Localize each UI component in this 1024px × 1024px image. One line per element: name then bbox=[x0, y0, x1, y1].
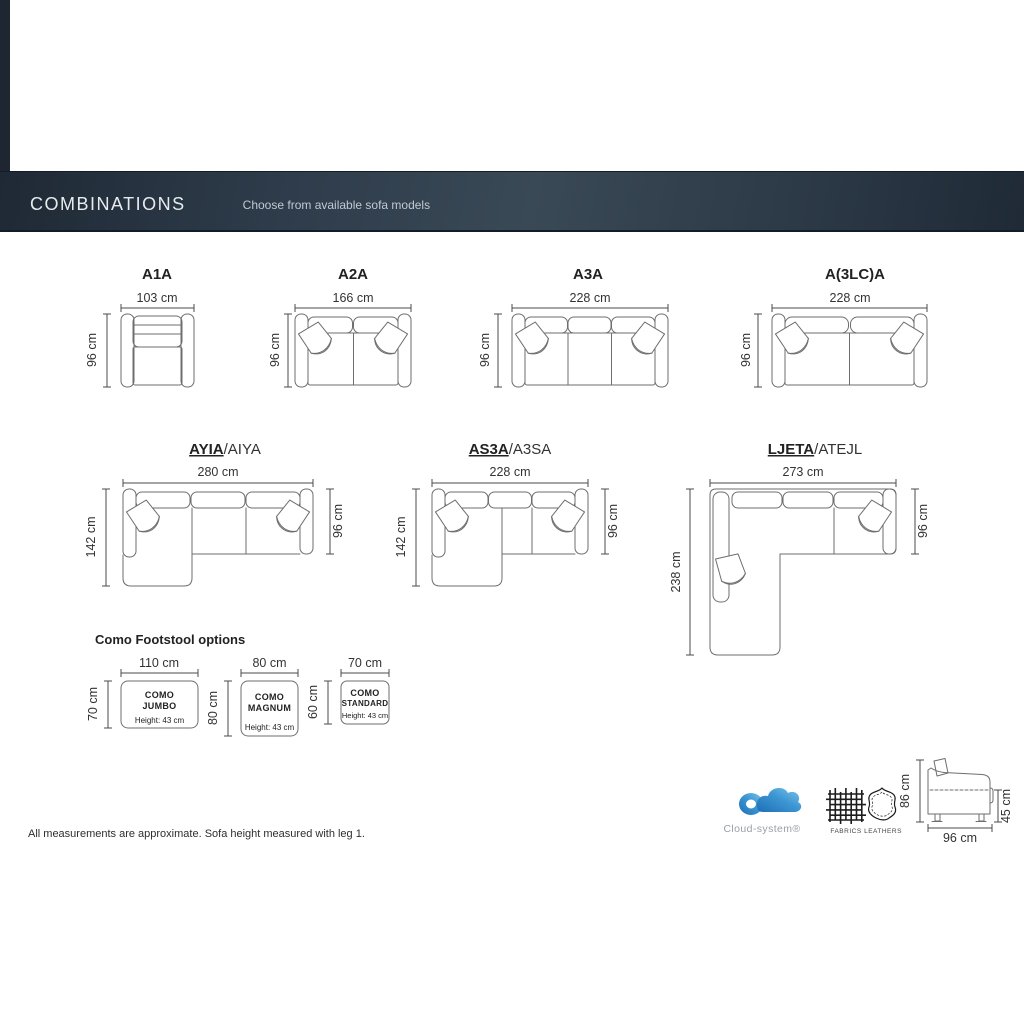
svg-text:Height: 43 cm: Height: 43 cm bbox=[244, 723, 295, 732]
model-ayia-diagram bbox=[85, 440, 360, 605]
fabrics-label: FABRICS bbox=[830, 828, 862, 835]
model-name: A(3LC)A bbox=[825, 266, 885, 283]
svg-text:96 cm: 96 cm bbox=[331, 503, 345, 539]
dimension-seat-height bbox=[994, 789, 1013, 823]
pillow-icon bbox=[855, 498, 892, 536]
svg-text:45 cm: 45 cm bbox=[999, 788, 1013, 824]
dimension-depth bbox=[394, 489, 420, 586]
svg-text:Height: 43 cm: Height: 43 cm bbox=[134, 716, 185, 725]
pillow-icon bbox=[548, 498, 585, 536]
leathers-icon bbox=[864, 788, 902, 835]
dimension-height bbox=[326, 489, 345, 554]
svg-text:280 cm: 280 cm bbox=[197, 465, 239, 479]
pillow-icon bbox=[887, 320, 924, 358]
model-a3lca-diagram bbox=[740, 265, 965, 400]
sofa-top-view bbox=[772, 314, 927, 387]
footstool-magnum bbox=[206, 656, 298, 736]
svg-text:238 cm: 238 cm bbox=[669, 551, 683, 593]
page-edge-strip bbox=[0, 0, 10, 172]
dimension-width bbox=[710, 465, 896, 487]
sofa-top-view bbox=[710, 489, 896, 655]
model-a1a-diagram bbox=[85, 265, 245, 400]
sofa-side-view bbox=[898, 759, 1013, 846]
model-name: AYIA/AIYA bbox=[189, 441, 261, 458]
page-title: COMBINATIONS bbox=[30, 193, 186, 214]
dimension-height bbox=[268, 314, 292, 387]
footstool-options bbox=[85, 628, 415, 756]
svg-text:273 cm: 273 cm bbox=[782, 465, 824, 479]
sofa-top-view bbox=[295, 314, 411, 387]
svg-text:COMO: COMO bbox=[254, 692, 285, 702]
svg-text:96 cm: 96 cm bbox=[606, 503, 620, 539]
svg-text:110 cm: 110 cm bbox=[138, 656, 180, 670]
svg-text:96 cm: 96 cm bbox=[85, 332, 99, 368]
leathers-label: LEATHERS bbox=[864, 828, 902, 835]
dimension-width bbox=[295, 291, 411, 312]
svg-text:80 cm: 80 cm bbox=[252, 656, 287, 670]
footstools-title: Como Footstool options bbox=[95, 632, 246, 647]
dimension-height bbox=[911, 489, 930, 554]
svg-text:228 cm: 228 cm bbox=[829, 291, 871, 305]
footstool-standard bbox=[306, 656, 389, 724]
svg-text:142 cm: 142 cm bbox=[394, 516, 408, 558]
pillow-icon bbox=[298, 320, 335, 358]
sofa-top-view bbox=[512, 314, 668, 387]
svg-text:103 cm: 103 cm bbox=[136, 291, 178, 305]
svg-text:COMO: COMO bbox=[144, 690, 175, 700]
svg-text:142 cm: 142 cm bbox=[84, 516, 98, 558]
footstool-jumbo bbox=[86, 656, 198, 728]
footer-icons bbox=[700, 752, 1024, 872]
model-name: AS3A/A3SA bbox=[468, 441, 552, 458]
dimension-depth bbox=[928, 824, 992, 845]
dimension-width bbox=[512, 291, 668, 312]
fabrics-icon bbox=[826, 788, 866, 835]
dimension-height bbox=[898, 760, 924, 822]
svg-text:96 cm: 96 cm bbox=[268, 332, 282, 368]
model-as3a-diagram bbox=[395, 440, 635, 605]
cloud-system-label: Cloud-system® bbox=[723, 823, 801, 835]
pillow-icon bbox=[775, 320, 812, 358]
dimension-height bbox=[478, 314, 502, 387]
model-name: A3A bbox=[572, 266, 604, 283]
svg-text:Height: 43 cm: Height: 43 cm bbox=[341, 711, 389, 720]
dimension-width bbox=[772, 291, 927, 312]
dimension-width bbox=[432, 465, 588, 487]
dimension-width bbox=[121, 291, 194, 312]
pillow-icon bbox=[371, 320, 408, 358]
dimension-depth bbox=[84, 489, 110, 586]
page-subtitle: Choose from available sofa models bbox=[242, 198, 431, 212]
svg-text:MAGNUM: MAGNUM bbox=[247, 703, 292, 713]
svg-text:80 cm: 80 cm bbox=[206, 690, 220, 726]
pillow-icon bbox=[515, 320, 552, 358]
cloud-system-logo bbox=[723, 788, 801, 835]
svg-text:JUMBO: JUMBO bbox=[142, 701, 177, 711]
measurements-note: All measurements are approximate. Sofa height measured with leg 1. bbox=[28, 828, 365, 840]
svg-text:86 cm: 86 cm bbox=[898, 773, 912, 809]
dimension-depth bbox=[669, 489, 694, 655]
svg-text:96 cm: 96 cm bbox=[478, 332, 492, 368]
model-name: A1A bbox=[141, 266, 173, 283]
model-name: LJETA/ATEJL bbox=[767, 441, 863, 458]
pillow-icon bbox=[435, 498, 472, 536]
svg-text:STANDARD: STANDARD bbox=[341, 699, 389, 708]
header-band bbox=[0, 171, 1024, 232]
sofa-top-view bbox=[432, 489, 588, 586]
model-name: A2A bbox=[337, 266, 369, 283]
pillow-icon bbox=[126, 498, 163, 536]
svg-text:COMO: COMO bbox=[350, 688, 380, 698]
model-a2a-diagram bbox=[268, 265, 443, 400]
dimension-height bbox=[739, 314, 762, 387]
svg-text:96 cm: 96 cm bbox=[916, 503, 930, 539]
pillow-icon bbox=[628, 320, 665, 358]
svg-text:70 cm: 70 cm bbox=[347, 656, 383, 670]
sofa-top-view bbox=[123, 489, 313, 586]
svg-text:60 cm: 60 cm bbox=[306, 684, 320, 720]
svg-text:228 cm: 228 cm bbox=[489, 465, 531, 479]
model-a3a-diagram bbox=[478, 265, 698, 400]
svg-text:228 cm: 228 cm bbox=[569, 291, 611, 305]
svg-text:70 cm: 70 cm bbox=[86, 686, 100, 722]
model-ljeta-diagram bbox=[670, 440, 970, 672]
svg-text:96 cm: 96 cm bbox=[942, 831, 978, 845]
sofa-top-view bbox=[121, 314, 194, 387]
dimension-height bbox=[601, 489, 620, 554]
svg-text:96 cm: 96 cm bbox=[739, 332, 753, 368]
pillow-icon bbox=[715, 552, 748, 588]
pillow-icon bbox=[273, 498, 310, 536]
dimension-width bbox=[123, 465, 313, 487]
dimension-height bbox=[85, 314, 111, 387]
svg-text:166 cm: 166 cm bbox=[332, 291, 374, 305]
